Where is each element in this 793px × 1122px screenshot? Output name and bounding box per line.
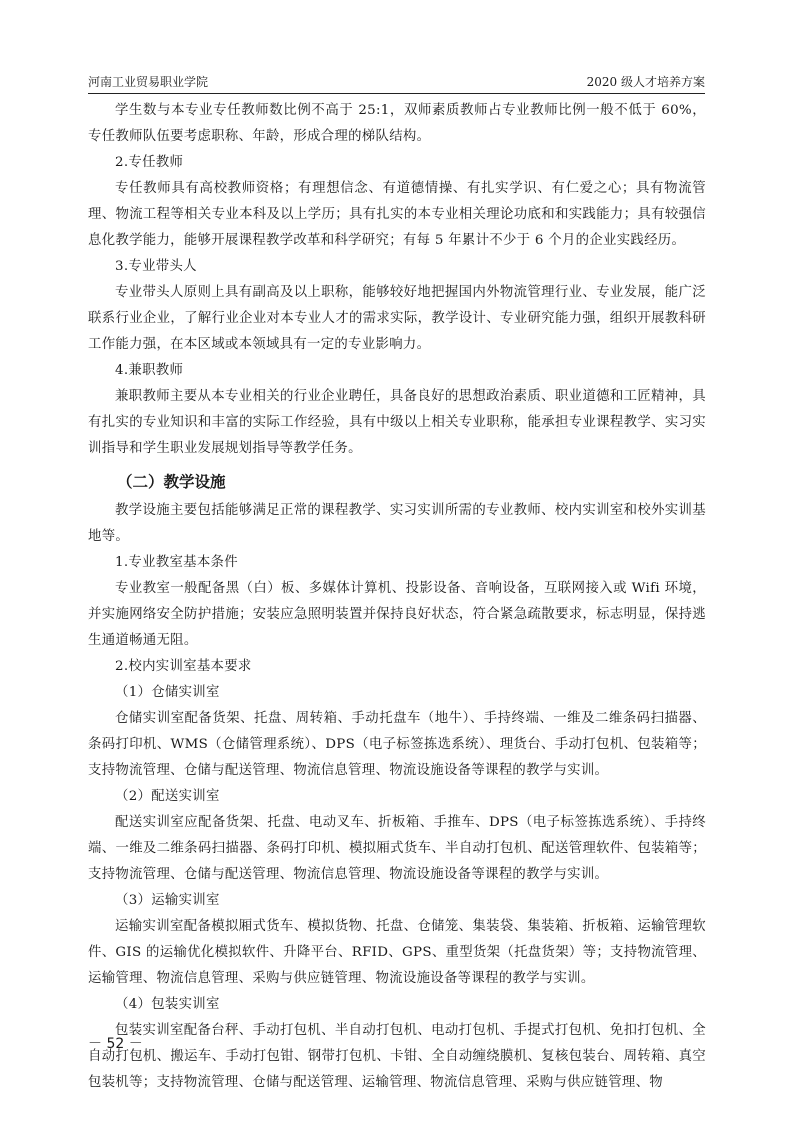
paragraph-transport-lab: 运输实训室配备模拟厢式货车、模拟货物、托盘、仓储笼、集装袋、集装箱、折板箱、运输管理软件、GIS 的运输优化模拟软件、升降平台、RFID、GPS、重型货架（托盘货架）等；支持物流管理、运输管理、物流信息管理、采购与供应链管理、物流设施设备等课程的教学与实训。 bbox=[88, 919, 706, 986]
heading-classroom-conditions: 1.专业教室基本条件 bbox=[115, 555, 238, 570]
heading-full-time-teachers: 2.专任教师 bbox=[115, 155, 184, 170]
page-number: － 52 － bbox=[88, 1036, 143, 1052]
heading-packaging-lab: （4）包装实训室 bbox=[115, 997, 220, 1012]
header-document-title: 2020 级人才培养方案 bbox=[586, 75, 705, 89]
page-header bbox=[88, 73, 705, 94]
paragraph-full-time-teachers: 专任教师具有高校教师资格；有理想信念、有道德情操、有扎实学识、有仁爱之心；具有物流管理、物流工程等相关专业本科及以上学历；具有扎实的本专业相关理论功底和和实践能力；具有较强信息化教学能力，能够开展课程教学改革和科学研究；有每 5 年累计不少于 6 个月的企业实践经历。 bbox=[88, 181, 706, 248]
heading-distribution-lab: （2）配送实训室 bbox=[115, 789, 220, 804]
paragraph-ratio: 学生数与本专业专任教师数比例不高于 25:1，双师素质教师占专业教师比例一般不低于 60%，专任教师队伍要考虑职称、年龄，形成合理的梯队结构。 bbox=[88, 103, 706, 144]
paragraph-part-time-teachers: 兼职教师主要从本专业相关的行业企业聘任，具备良好的思想政治素质、职业道德和工匠精神，具有扎实的专业知识和丰富的实际工作经验，具有中级以上相关专业职称，能承担专业课程教学、实习实训指导和学生职业发展规划指导等教学任务。 bbox=[88, 389, 706, 456]
paragraph-facilities-intro: 教学设施主要包括能够满足正常的课程教学、实习实训所需的专业教师、校内实训室和校外实训基地等。 bbox=[88, 503, 706, 544]
page-content bbox=[88, 98, 706, 1096]
paragraph-program-leader: 专业带头人原则上具有副高及以上职称，能够较好地把握国内外物流管理行业、专业发展，能广泛联系行业企业，了解行业企业对本专业人才的需求实际，教学设计、专业研究能力强，组织开展教科研工作能力强，在本区域或本领域具有一定的专业影响力。 bbox=[88, 285, 706, 352]
heading-warehouse-lab: （1）仓储实训室 bbox=[115, 685, 220, 700]
paragraph-distribution-lab: 配送实训室应配备货架、托盘、电动叉车、折板箱、手推车、DPS（电子标签拣选系统）、手持终端、一维及二维条码扫描器、条码打印机、模拟厢式货车、半自动打包机、配送管理软件、包装箱等；支持物流管理、仓储与配送管理、物流信息管理、物流设施设备等课程的教学与实训。 bbox=[88, 815, 706, 882]
header-school-name: 河南工业贸易职业学院 bbox=[88, 75, 209, 89]
heading-training-room-requirements: 2.校内实训室基本要求 bbox=[115, 659, 252, 674]
paragraph-packaging-lab: 包装实训室配备台秤、手动打包机、半自动打包机、电动打包机、手提式打包机、免扣打包机、全自动打包机、搬运车、手动打包钳、钢带打包机、卡钳、全自动缠绕膜机、复核包装台、周转箱、真空包装机等；支持物流管理、仓储与配送管理、运输管理、物流信息管理、采购与供应链管理、物 bbox=[88, 1023, 706, 1090]
heading-transport-lab: （3）运输实训室 bbox=[115, 893, 220, 908]
heading-program-leader: 3.专业带头人 bbox=[115, 259, 197, 274]
paragraph-classroom-conditions: 专业教室一般配备黑（白）板、多媒体计算机、投影设备、音响设备，互联网接入或 Wifi 环境，并实施网络安全防护措施；安装应急照明装置并保持良好状态，符合紧急疏散要求，标志明显，保持逃生通道畅通无阻。 bbox=[88, 581, 706, 648]
heading-part-time-teachers: 4.兼职教师 bbox=[115, 363, 184, 378]
section-heading-facilities: （二）教学设施 bbox=[117, 473, 226, 491]
paragraph-warehouse-lab: 仓储实训室配备货架、托盘、周转箱、手动托盘车（地牛）、手持终端、一维及二维条码扫描器、条码打印机、WMS（仓储管理系统）、DPS（电子标签拣选系统）、理货台、手动打包机、包装箱等；支持物流管理、仓储与配送管理、物流信息管理、物流设施设备等课程的教学与实训。 bbox=[88, 711, 706, 778]
